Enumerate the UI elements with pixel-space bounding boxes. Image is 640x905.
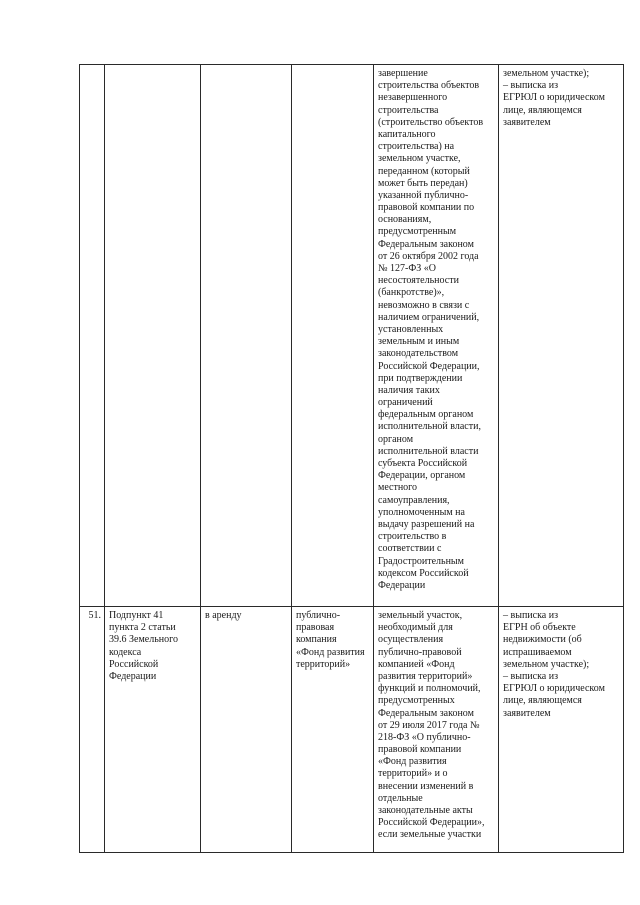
right-type-cell: в аренду bbox=[201, 607, 292, 853]
table-row bbox=[80, 607, 624, 853]
table-row bbox=[80, 65, 624, 607]
row-number-cell bbox=[80, 65, 105, 607]
land-plots-table bbox=[79, 64, 624, 853]
right-type-cell bbox=[201, 65, 292, 607]
documents-cell: – выписка из ЕГРН об объекте недвижимости (об испрашиваемом земельном участке); – выписка из ЕГРЮЛ о юридическом лице, являющемся заявителем bbox=[499, 607, 624, 853]
applicant-cell: публично- правовая компания «Фонд развития территорий» bbox=[292, 607, 374, 853]
legal-basis-cell bbox=[105, 65, 201, 607]
land-plot-cell: завершение строительства объектов незавершенного строительства (строительство объектов капитального строительства) на земельном участке, переданном (который может быть передан) указанной публично- правовой компании по основаниям, предусмотренным Федеральным законом от 26 октября 2002 года № 127-ФЗ «О несостоятельности (банкротстве)», невозможно в связи с наличием ограничений, установленных земельным и иным законодательством Российской Федерации, при подтверждении наличия таких ограничений федеральным органом исполнительной власти, органом исполнительной власти субъекта Российской Федерации, органом местного самоуправления, уполномоченным на выдачу разрешений на строительство в соответствии с Градостроительным кодексом Российской Федерации bbox=[374, 65, 499, 607]
row-number-cell: 51. bbox=[80, 607, 105, 853]
applicant-cell bbox=[292, 65, 374, 607]
documents-cell: земельном участке); – выписка из ЕГРЮЛ о юридическом лице, являющемся заявителем bbox=[499, 65, 624, 607]
land-plot-cell: земельный участок, необходимый для осуществления публично-правовой компанией «Фонд развития территорий» функций и полномочий, предусмотренных Федеральным законом от 29 июля 2017 года № 218-ФЗ «О публично- правовой компании «Фонд развития территорий» и о внесении изменений в отдельные законодательные акты Российской Федерации», если земельные участки bbox=[374, 607, 499, 853]
legal-basis-cell: Подпункт 41 пункта 2 статьи 39.6 Земельного кодекса Российской Федерации bbox=[105, 607, 201, 853]
